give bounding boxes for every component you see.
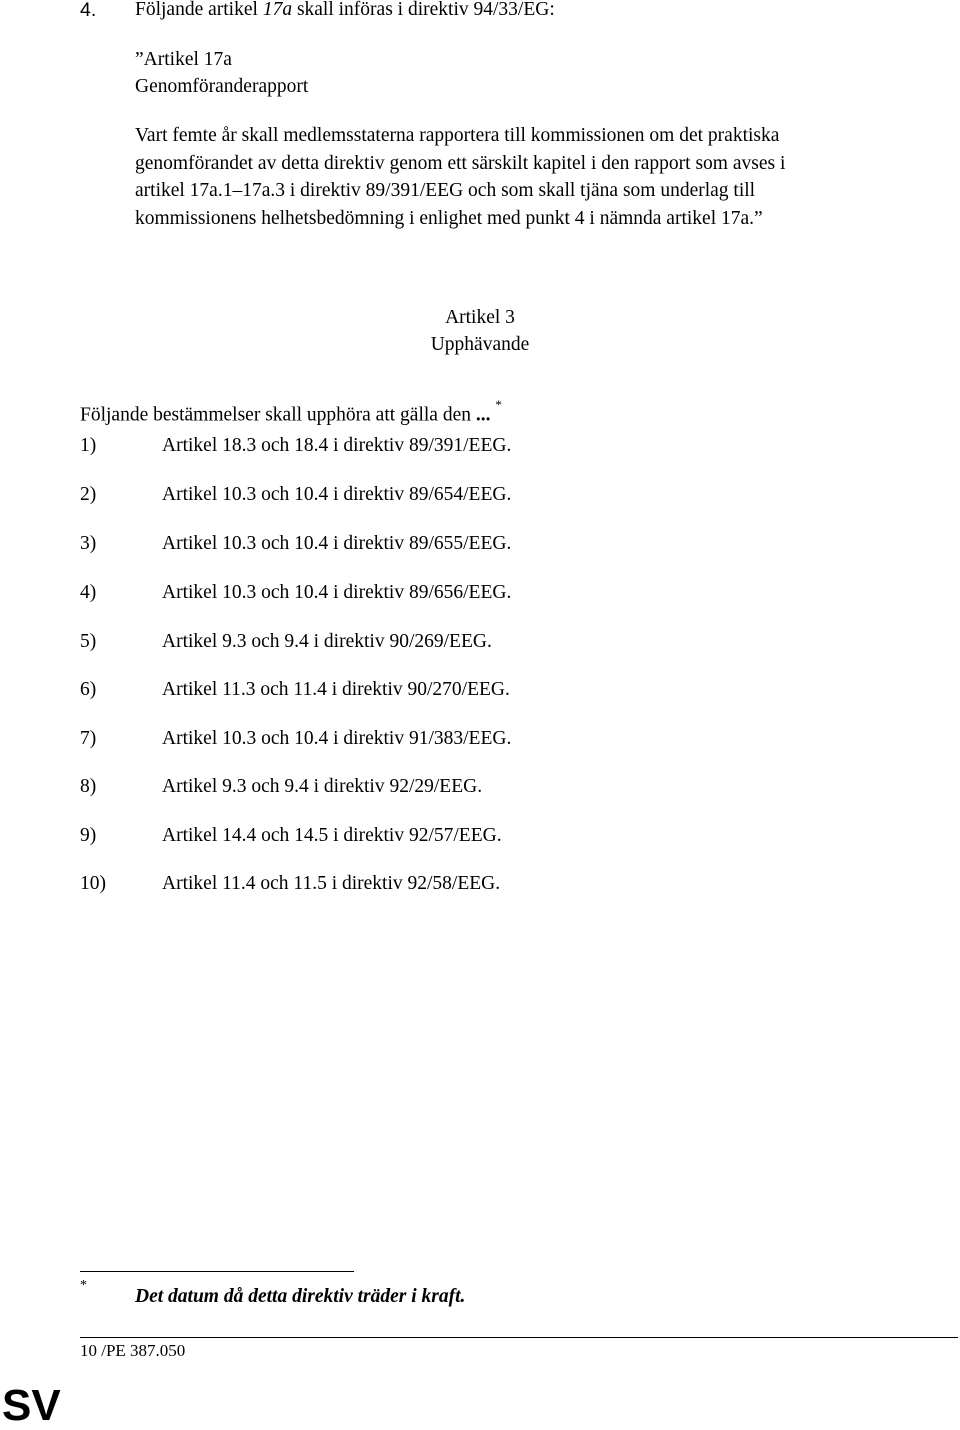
list-item-text: Artikel 10.3 och 10.4 i direktiv 91/383/EEG. — [162, 728, 512, 749]
list-item-number: 4) — [80, 582, 97, 603]
intro-text-italic: 17a — [262, 0, 293, 20]
list-item-number: 7) — [80, 728, 97, 749]
article-17a-subtitle: Genomföranderapport — [135, 76, 309, 97]
list-item-number: 1) — [80, 435, 97, 456]
article-3-subtitle: Upphävande — [430, 334, 530, 355]
list-item-number: 3) — [80, 533, 97, 554]
paragraph-line-1: Vart femte år skall medlemsstaterna rapportera till kommissionen om det praktiska — [135, 125, 780, 146]
page-reference: 10 /PE 387.050 — [80, 1341, 186, 1360]
language-code: SV — [2, 1381, 61, 1430]
list-item-text: Artikel 10.3 och 10.4 i direktiv 89/655/EEG. — [162, 533, 512, 554]
intro-text-before: Följande artikel — [135, 0, 263, 20]
list-item-text: Artikel 14.4 och 14.5 i direktiv 92/57/EEG. — [162, 825, 502, 846]
list-item-number: 5) — [80, 631, 97, 652]
list-item-text: Artikel 9.3 och 9.4 i direktiv 90/269/EEG. — [162, 631, 492, 652]
footer-divider — [80, 1337, 958, 1338]
footnote-mark: * — [80, 1278, 87, 1293]
list-item-text: Artikel 11.4 och 11.5 i direktiv 92/58/EEG. — [162, 873, 501, 894]
list-item-number: 2) — [80, 484, 97, 505]
paragraph-line-3: artikel 17a.1–17a.3 i direktiv 89/391/EEG och som skall tjäna som underlag till — [135, 180, 756, 201]
intro-line — [135, 0, 555, 24]
footnote-reference: * — [495, 397, 502, 412]
article-17a-title — [135, 46, 232, 74]
list-item-number: 6) — [80, 679, 97, 700]
paragraph-line-2: genomförandet av detta direktiv genom ett särskilt kapitel i den rapport som avses i — [135, 152, 786, 174]
article-3-lead — [80, 395, 502, 430]
paragraph-line-4: kommissionens helhetsbedömning i enlighet med punkt 4 i nämnda artikel 17a.” — [135, 207, 763, 229]
footnote-text: Det datum då detta direktiv träder i kraft. — [135, 1286, 466, 1307]
lead-text: Följande bestämmelser skall upphöra att gälla den — [80, 404, 471, 426]
intro-text-after: skall införas i direktiv 94/33/EG: — [292, 0, 555, 20]
list-item-text: Artikel 18.3 och 18.4 i direktiv 89/391/EEG. — [162, 435, 512, 456]
list-item-text: Artikel 11.3 och 11.4 i direktiv 90/270/EEG. — [162, 679, 510, 700]
list-item-text: Artikel 9.3 och 9.4 i direktiv 92/29/EEG. — [162, 776, 483, 797]
lead-ellipsis: ... — [475, 404, 491, 426]
article-17a-paragraph — [135, 122, 895, 232]
list-item-number: 10) — [80, 873, 106, 894]
intro-number: 4. — [80, 0, 97, 21]
article-17a-title-text: Artikel 17a — [143, 49, 232, 70]
list-item-number: 9) — [80, 825, 97, 846]
open-quote: ” — [135, 49, 144, 70]
list-item-text: Artikel 10.3 och 10.4 i direktiv 89/654/EEG. — [162, 484, 512, 505]
list-item-number: 8) — [80, 776, 97, 797]
list-item-text: Artikel 10.3 och 10.4 i direktiv 89/656/EEG. — [162, 582, 512, 603]
footnote-divider — [80, 1271, 354, 1272]
article-3-title: Artikel 3 — [445, 307, 515, 328]
